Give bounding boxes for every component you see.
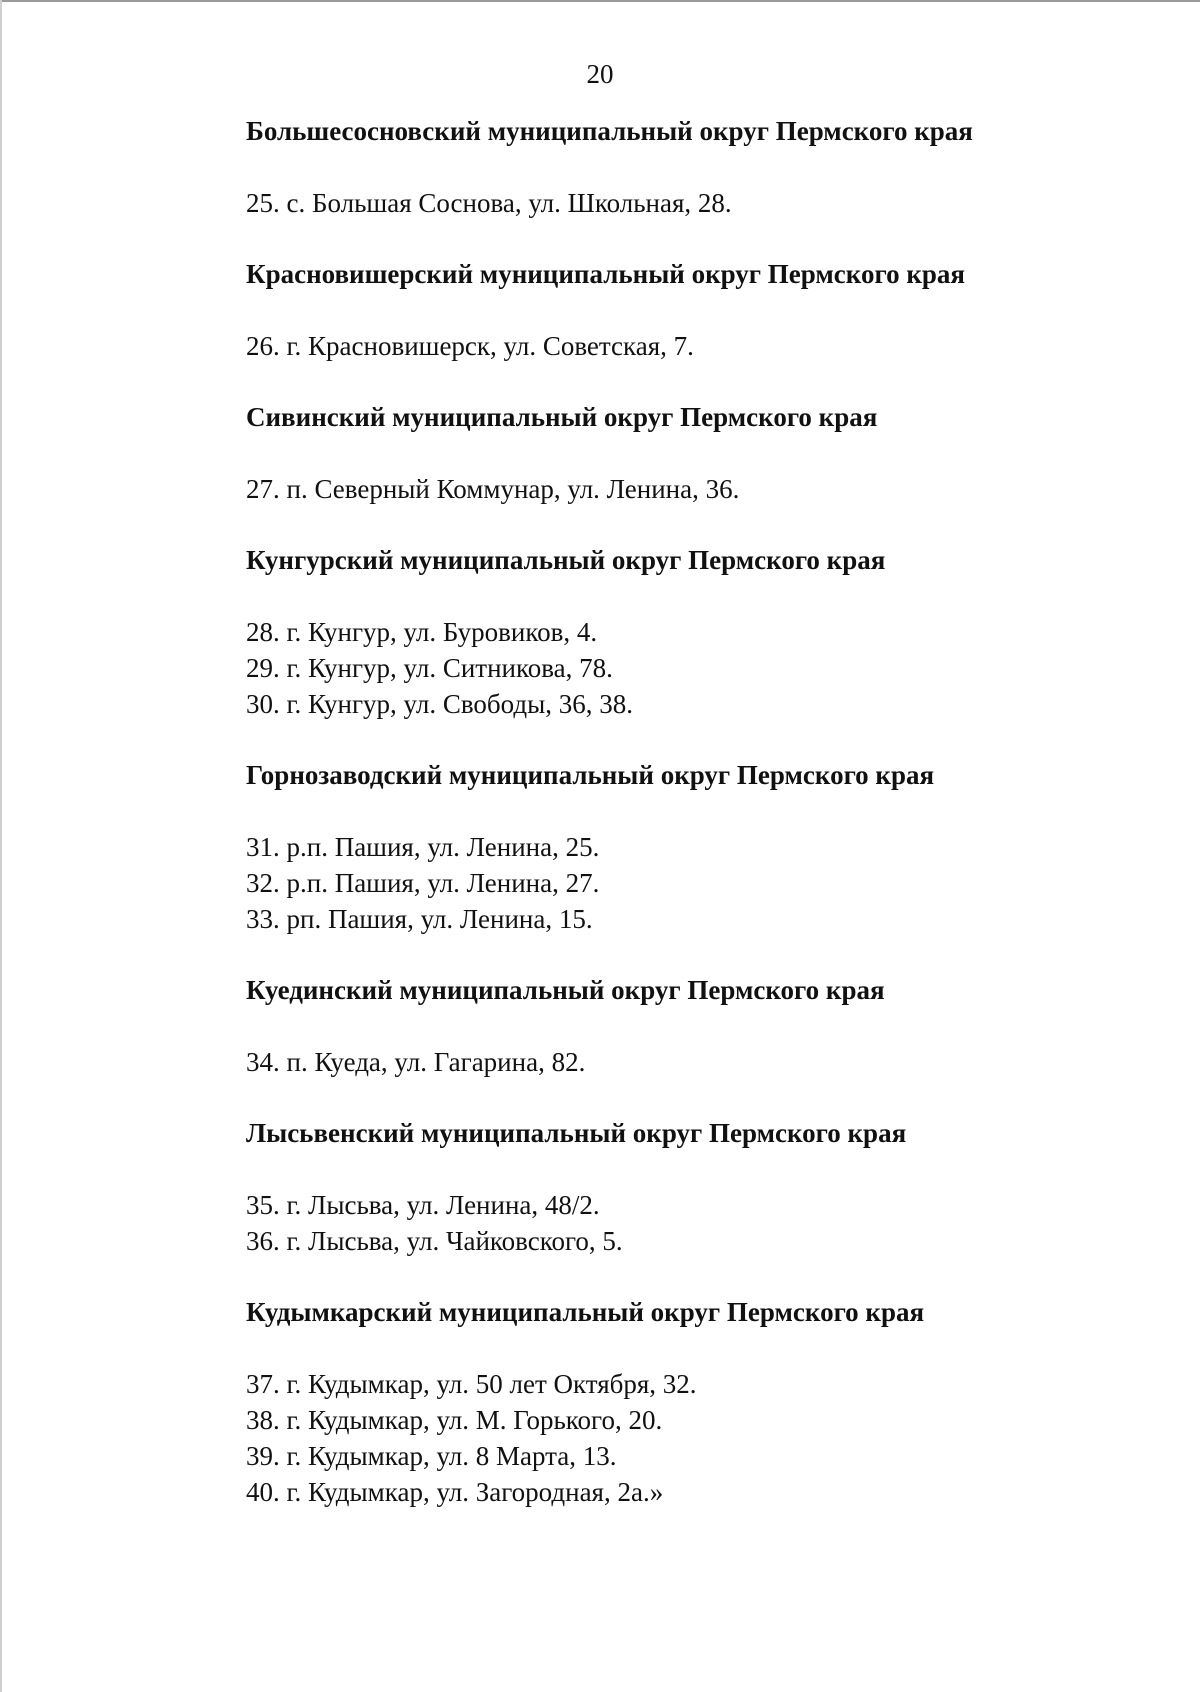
district-heading: Горнозаводский муниципальный округ Пермского края — [246, 760, 935, 790]
address-item: 30. г. Кунгур, ул. Свободы, 36, 38. — [246, 689, 633, 719]
address-item: 32. р.п. Пашия, ул. Ленина, 27. — [246, 868, 600, 898]
address-item: 36. г. Лысьва, ул. Чайковского, 5. — [246, 1226, 623, 1256]
address-list — [246, 1187, 1146, 1259]
district-section-kungursky — [246, 542, 1146, 722]
page-left-edge — [0, 0, 2, 1692]
address-list — [246, 1044, 1146, 1080]
district-heading: Красновишерский муниципальный округ Пермского края — [246, 259, 965, 289]
address-item: 29. г. Кунгур, ул. Ситникова, 78. — [246, 653, 613, 683]
district-section-bolshesosnovsky — [246, 113, 1146, 221]
address-item: 35. г. Лысьва, ул. Ленина, 48/2. — [246, 1190, 600, 1220]
address-item: 25. с. Большая Соснова, ул. Школьная, 28. — [246, 188, 732, 218]
address-list — [246, 829, 1146, 937]
address-item: 37. г. Кудымкар, ул. 50 лет Октября, 32. — [246, 1369, 697, 1399]
address-item: 34. п. Куеда, ул. Гагарина, 82. — [246, 1047, 586, 1077]
address-list — [246, 185, 1146, 221]
district-section-gornozavodsky — [246, 757, 1146, 937]
page-top-edge — [0, 0, 1200, 2]
address-item: 38. г. Кудымкар, ул. М. Горького, 20. — [246, 1405, 663, 1435]
district-section-lysvensky — [246, 1115, 1146, 1259]
district-section-krasnovishersky — [246, 256, 1146, 364]
document-body — [246, 113, 1146, 1545]
address-list — [246, 471, 1146, 507]
district-heading: Большесосновский муниципальный округ Пермского края — [246, 116, 973, 146]
district-section-kudymkarsky — [246, 1294, 1146, 1510]
district-heading: Куединский муниципальный округ Пермского края — [246, 975, 885, 1005]
address-list — [246, 328, 1146, 364]
district-heading: Кудымкарский муниципальный округ Пермского края — [246, 1297, 925, 1327]
district-heading: Кунгурский муниципальный округ Пермского края — [246, 545, 886, 575]
address-item: 26. г. Красновишерск, ул. Советская, 7. — [246, 331, 694, 361]
address-item: 27. п. Северный Коммунар, ул. Ленина, 36. — [246, 474, 740, 504]
page-number: 20 — [586, 59, 614, 89]
district-section-kuedinsky — [246, 972, 1146, 1080]
address-list — [246, 614, 1146, 722]
address-list — [246, 1366, 1146, 1510]
address-item: 33. рп. Пашия, ул. Ленина, 15. — [246, 904, 593, 934]
address-item: 28. г. Кунгур, ул. Буровиков, 4. — [246, 617, 598, 647]
address-item: 40. г. Кудымкар, ул. Загородная, 2а.» — [246, 1477, 664, 1507]
address-item: 31. р.п. Пашия, ул. Ленина, 25. — [246, 832, 600, 862]
district-heading: Сивинский муниципальный округ Пермского края — [246, 402, 878, 432]
district-heading: Лысьвенский муниципальный округ Пермского края — [246, 1118, 907, 1148]
district-section-sivinsky — [246, 399, 1146, 507]
address-item: 39. г. Кудымкар, ул. 8 Марта, 13. — [246, 1441, 617, 1471]
